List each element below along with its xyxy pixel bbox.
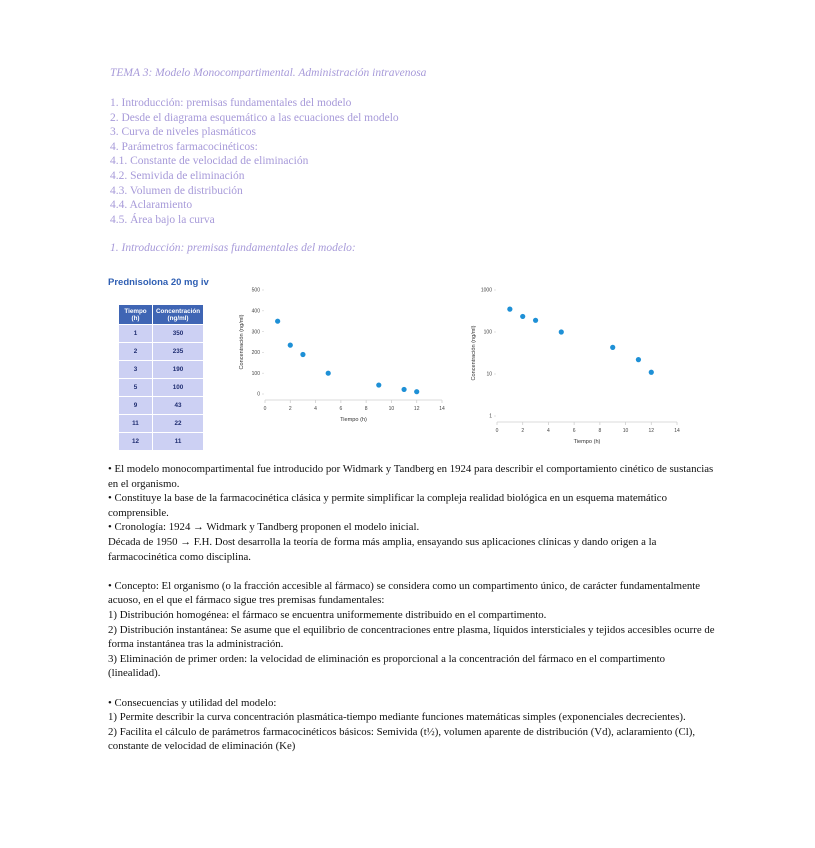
table-cell: 22: [153, 415, 204, 433]
table-row: [119, 397, 204, 415]
figure-prednisolona: [105, 275, 695, 445]
section-heading: 1. Introducción: premisas fundamentales del modelo:: [110, 242, 356, 254]
table-row: [119, 433, 204, 451]
paragraph: 3) Eliminación de primer orden: la velocidad de eliminación es proporcional a la concentración del fármaco en el compartimento (linealidad).: [108, 652, 666, 680]
paragraph: 1) Permite describir la curva concentración plasmática-tiempo mediante funciones matemáticas simples (exponenciales decrecientes).: [108, 711, 686, 724]
toc-item: 4. Parámetros farmacocinéticos:: [110, 140, 258, 153]
y-tick-label: 100: [251, 370, 260, 377]
y-axis-title: Concentración (ng/ml): [239, 314, 245, 370]
table-cell: 235: [153, 343, 204, 361]
toc-item: 3. Curva de niveles plasmáticos: [110, 126, 256, 139]
x-tick-label: 6: [572, 428, 576, 434]
table-cell: 11: [119, 415, 153, 433]
x-tick-label: 14: [439, 406, 445, 412]
toc-item: 1. Introducción: premisas fundamentales del modelo: [110, 97, 352, 109]
table-header-concentracion: Concentración (ng/ml): [153, 305, 204, 325]
data-point: [559, 329, 564, 334]
data-point: [300, 352, 305, 357]
y-tick-label: 400: [251, 308, 260, 315]
data-point: [326, 371, 331, 376]
x-tick-label: 6: [339, 406, 343, 412]
y-tick-label: 300: [251, 329, 260, 336]
paragraph: • Concepto: El organismo (o la fracción accesible al fármaco) se considera como un compartimento único, de carácter fundamentalmente acuoso, en el que el fármaco sigue tres premisas fundamentales:: [108, 579, 701, 607]
spacer: [108, 681, 718, 696]
table-cell: 2: [119, 343, 153, 361]
x-tick-label: 2: [288, 406, 292, 412]
data-point: [288, 343, 293, 348]
table-cell: 12: [119, 433, 153, 451]
x-tick-label: 10: [388, 406, 395, 412]
x-axis-title: Tiempo (h): [340, 417, 367, 423]
x-tick-label: 0: [263, 406, 267, 412]
y-axis-title: Concentración (ng/ml): [471, 325, 477, 381]
toc-item: 4.1. Constante de velocidad de eliminación: [110, 155, 309, 168]
body-text: [108, 462, 718, 754]
paragraph: 2) Facilita el cálculo de parámetros farmacocinéticos básicos: Semivida (t½), volumen aparente de distribución (Vd), aclaramiento (Cl), constante de velocidad de eliminación (Ke): [108, 725, 696, 753]
paragraph: • Cronología: 1924 → Widmark y Tandberg proponen el modelo inicial.: [108, 521, 420, 534]
x-tick-label: 4: [547, 428, 550, 434]
x-axis-title: Tiempo (h): [573, 439, 601, 445]
table-row: [119, 361, 204, 379]
table-cell: 11: [153, 433, 204, 451]
table-row: [119, 379, 204, 397]
x-tick-label: 0: [495, 428, 499, 434]
table-row: [119, 325, 204, 343]
data-point: [414, 389, 419, 394]
linear-scatter-chart: [235, 283, 450, 443]
paragraph: 2) Distribución instantánea: Se asume que el equilibrio de concentraciones entre plasma, líquidos intersticiales y tejidos accesibles ocurre de forma instantánea tras la administración.: [108, 623, 715, 651]
y-tick-label: 200: [251, 350, 260, 357]
log-scatter-chart: [465, 283, 685, 443]
paragraph: Década de 1950 → F.H. Dost desarrolla la teoría de forma más amplia, ensayando sus aplicaciones clínicas y dando origen a la farmacocinética como disciplina.: [108, 535, 657, 563]
data-point: [376, 382, 381, 387]
data-point: [401, 387, 406, 392]
toc-item: 4.5. Área bajo la curva: [110, 213, 215, 226]
paragraph: 1) Distribución homogénea: el fármaco se encuentra uniformemente distribuido en el compartimento.: [108, 608, 547, 621]
table-of-contents: [110, 96, 399, 227]
x-tick-label: 8: [598, 428, 602, 434]
toc-item: 4.2. Semivida de eliminación: [110, 169, 245, 182]
table-row: [119, 343, 204, 361]
table-cell: 5: [119, 379, 153, 397]
toc-item: 4.4. Aclaramiento: [110, 199, 193, 212]
table-cell: 190: [153, 361, 204, 379]
table-cell: 3: [119, 361, 153, 379]
data-point: [520, 314, 525, 319]
x-tick-label: 14: [674, 428, 680, 434]
paragraph: • Constituye la base de la farmacocinética clásica y permite simplificar la compleja realidad biológica en un esquema matemático comprensible.: [108, 492, 667, 519]
data-point: [275, 319, 280, 324]
x-tick-label: 2: [521, 428, 525, 434]
x-tick-label: 12: [413, 406, 420, 412]
data-point: [533, 318, 538, 323]
table-header-tiempo: Tiempo (h): [119, 305, 153, 325]
table-cell: 1: [119, 325, 153, 343]
data-point: [610, 345, 615, 350]
figure-title: Prednisolona 20 mg iv: [108, 277, 209, 288]
table-cell: 100: [153, 379, 204, 397]
x-tick-label: 12: [648, 428, 655, 434]
spacer: [108, 564, 718, 579]
document-title: TEMA 3: Modelo Monocompartimental. Administración intravenosa: [110, 67, 427, 79]
x-tick-label: 8: [364, 406, 368, 412]
toc-item: 4.3. Volumen de distribución: [110, 184, 243, 197]
table-cell: 350: [153, 325, 204, 343]
data-point: [649, 370, 654, 375]
table-cell: 43: [153, 397, 204, 415]
data-point: [507, 307, 512, 312]
table-row: [119, 415, 204, 433]
paragraph: • Consecuencias y utilidad del modelo:: [108, 696, 277, 709]
y-tick-label: 10: [486, 371, 492, 378]
table-cell: 9: [119, 397, 153, 415]
y-tick-label: 0: [257, 391, 260, 398]
y-tick-label: 1: [489, 413, 492, 420]
x-tick-label: 4: [314, 406, 317, 412]
x-tick-label: 10: [622, 428, 629, 434]
y-tick-label: 100: [483, 329, 492, 336]
data-table: [118, 304, 204, 451]
toc-item: 2. Desde el diagrama esquemático a las ecuaciones del modelo: [110, 111, 399, 124]
y-tick-label: 500: [251, 287, 260, 294]
y-tick-label: 1000: [480, 287, 492, 294]
paragraph: • El modelo monocompartimental fue introducido por Widmark y Tandberg en 1924 para describir el comportamiento cinético de sustancias en el organismo.: [108, 463, 714, 490]
data-point: [636, 357, 641, 362]
